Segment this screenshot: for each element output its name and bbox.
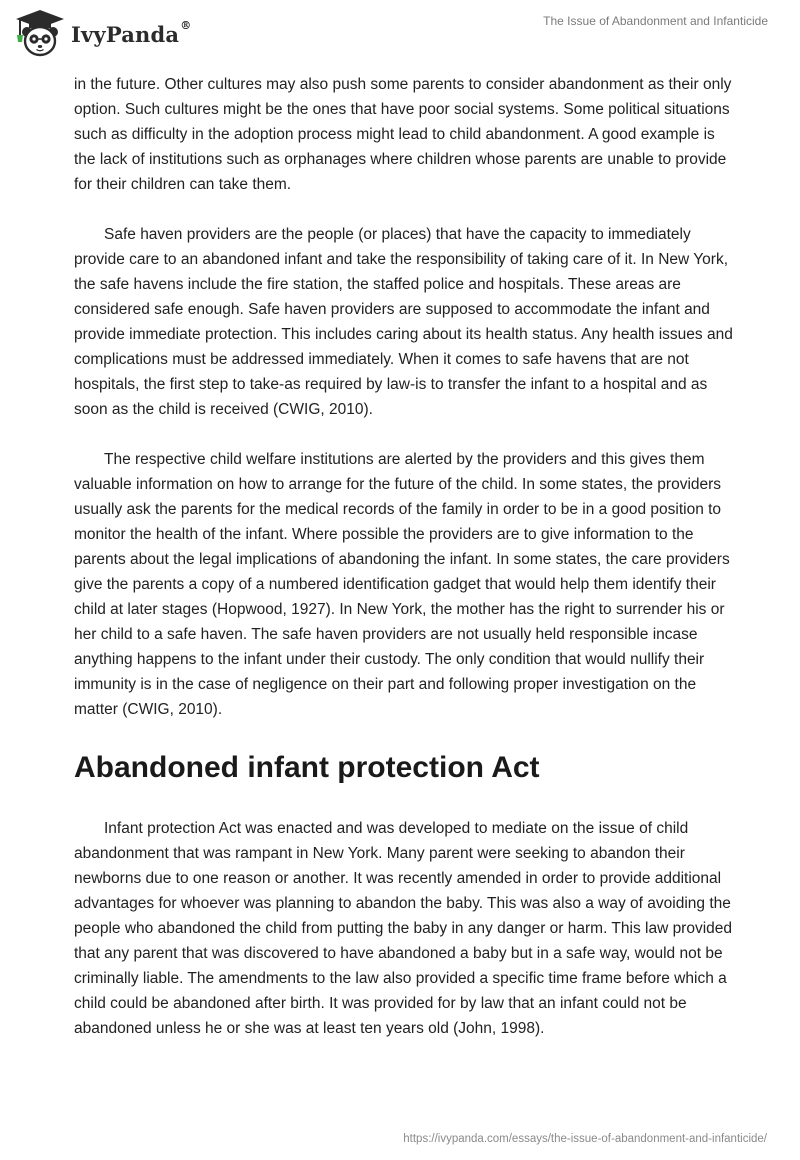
paragraph: in the future. Other cultures may also push some parents to consider abandonment as their only option. Such cultures might be the ones that have poor social systems. Some political situations such as difficulty in the adoption process might lead to child abandonment. A good example is the lack of institutions such as orphanages where children whose parents are unable to provide for their children can take them. [74, 76, 732, 193]
section-heading: Abandoned infant protection Act [74, 751, 540, 784]
source-url[interactable]: https://ivypanda.com/essays/the-issue-of-abandonment-and-infanticide/ [403, 1133, 767, 1145]
brand-logo[interactable] [14, 8, 191, 58]
paragraph: Infant protection Act was enacted and was developed to mediate on the issue of child abandonment that was rampant in New York. Many parent were seeking to abandon their newborns due to one reason or another. It was recently amended in order to provide additional advantages for whoever was planning to abandon the baby. This was also a way of avoiding the people who abandoned the child from putting the baby in any danger or harm. This law provided that any parent that was discovered to have abandoned a baby but in a safe way, would not be criminally liable. The amendments to the law also provided a specific time frame before which a child could be abandoned after birth. It was provided for by law that an infant could not be abandoned unless he or she was at least ten years old (John, 1998). [74, 820, 733, 1037]
paragraph: The respective child welfare institutions are alerted by the providers and this gives them valuable information on how to arrange for the future of the child. In some states, the providers usually ask the parents for the medical records of the family in order to be in a good position to monitor the health of the infant. Where possible the providers are to give information to the parents about the legal implications of abandoning the infant. In some states, the care providers give the parents a copy of a numbered identification gadget that would help them identify their child at later stages (Hopwood, 1927). In New York, the mother has the right to surrender his or her child to a safe haven. The safe haven providers are not usually held responsible incase anything happens to the infant under their custody. The only condition that would nullify their immunity is in the case of negligence on their part and following proper investigation on the matter (CWIG, 2010). [74, 451, 730, 718]
paragraph: Safe haven providers are the people (or places) that have the capacity to immediately provide care to an abandoned infant and take the responsibility of taking care of it. In New York, the safe havens include the fire station, the staffed police and hospitals. These areas are considered safe enough. Safe haven providers are supposed to accommodate the infant and provide immediate protection. This includes caring about its health status. Any health issues and complications must be addressed immediately. When it comes to safe havens that are not hospitals, the first step to take-as required by law-is to transfer the infant to a hospital and as soon as the child is received (CWIG, 2010). [74, 226, 733, 418]
registered-mark: ® [180, 18, 192, 32]
page-header [0, 0, 800, 60]
essay-content [74, 72, 734, 1041]
brand-name: IvyPanda® [71, 18, 192, 47]
panda-graduate-icon [14, 8, 66, 58]
document-title: The Issue of Abandonment and Infanticide [543, 14, 768, 28]
